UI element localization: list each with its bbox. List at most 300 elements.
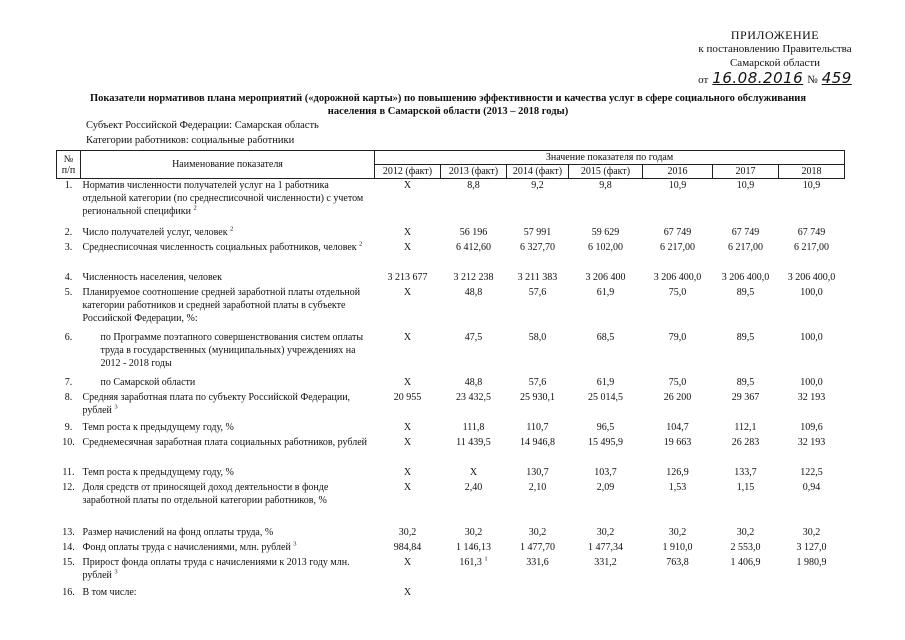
table-row bbox=[57, 179, 845, 226]
row-name: Размер начислений на фонд оплаты труда, % bbox=[82, 526, 274, 538]
cell-value: X bbox=[403, 436, 412, 448]
value-cell bbox=[441, 391, 507, 421]
row-name-cell bbox=[81, 241, 375, 271]
cell-value: 3 206 400,0 bbox=[787, 271, 836, 283]
footnote-mark: 3 bbox=[114, 568, 118, 576]
cell-value: 30,2 bbox=[398, 526, 417, 538]
cell-value: 10,9 bbox=[668, 180, 687, 191]
appendix-block bbox=[660, 28, 890, 87]
cell-value: 32 193 bbox=[797, 436, 826, 448]
cell-value: 1 477,34 bbox=[588, 541, 623, 553]
value-cell bbox=[441, 526, 507, 541]
value-cell bbox=[713, 436, 779, 466]
row-number: 6. bbox=[64, 331, 73, 343]
value-cell bbox=[569, 271, 643, 286]
value-cell bbox=[507, 376, 569, 391]
value-cell bbox=[375, 466, 441, 481]
appendix-date: 16.08.2016 bbox=[712, 69, 804, 87]
cell-value: 100,0 bbox=[800, 286, 823, 298]
title-line-1: Показатели нормативов плана мероприятий («дорожной карты») по повышению эффективности и качества услуг в сфере социального обслуживания bbox=[89, 93, 807, 104]
year-header: 2015 (факт) bbox=[569, 165, 643, 179]
row-name: Темп роста к предыдущему году, % bbox=[82, 466, 234, 478]
table-row bbox=[57, 526, 845, 541]
value-cell bbox=[779, 271, 845, 286]
row-name-cell bbox=[81, 526, 375, 541]
cell-value: 3 206 400 bbox=[585, 271, 626, 283]
cell-value: 30,2 bbox=[668, 526, 687, 538]
category-line: Категории работников: социальные работники bbox=[86, 135, 295, 146]
value-cell bbox=[375, 179, 441, 226]
cell-value: 30,2 bbox=[596, 526, 615, 538]
value-cell bbox=[643, 526, 713, 541]
value-cell bbox=[441, 226, 507, 241]
cell-value: 30,2 bbox=[464, 526, 483, 538]
row-number: 3. bbox=[64, 241, 73, 253]
value-cell bbox=[779, 466, 845, 481]
value-cell bbox=[713, 331, 779, 376]
cell-value: 67 749 bbox=[797, 226, 826, 238]
cell-value: 89,5 bbox=[736, 331, 755, 343]
cell-value: 6 327,70 bbox=[520, 241, 555, 253]
cell-value: 57 991 bbox=[523, 226, 552, 238]
value-cell bbox=[643, 331, 713, 376]
cell-value: 122,5 bbox=[800, 466, 823, 478]
cell-value: 67 749 bbox=[663, 226, 692, 238]
table-row bbox=[57, 466, 845, 481]
value-cell bbox=[375, 541, 441, 556]
value-cell bbox=[569, 331, 643, 376]
row-name-cell bbox=[81, 376, 375, 391]
cell-value: 0,94 bbox=[802, 481, 821, 493]
value-cell bbox=[507, 436, 569, 466]
cell-value: 30,2 bbox=[802, 526, 821, 538]
row-name-cell bbox=[81, 421, 375, 436]
value-cell bbox=[713, 241, 779, 271]
cell-value: 89,5 bbox=[736, 286, 755, 298]
cell-value: 2,09 bbox=[596, 481, 615, 493]
cell-value: 133,7 bbox=[734, 466, 757, 478]
table-row bbox=[57, 586, 845, 601]
cell-value: X bbox=[403, 286, 412, 298]
value-cell bbox=[441, 271, 507, 286]
cell-value: 6 412,60 bbox=[456, 241, 491, 253]
row-name: Фонд оплаты труда с начислениями, млн. рублей bbox=[82, 541, 291, 553]
row-name: Темп роста к предыдущему году, % bbox=[82, 421, 234, 433]
value-cell bbox=[779, 241, 845, 271]
value-cell bbox=[713, 466, 779, 481]
cell-value: 30,2 bbox=[736, 526, 755, 538]
row-name-cell bbox=[81, 586, 375, 601]
value-cell bbox=[779, 556, 845, 586]
value-cell bbox=[643, 286, 713, 331]
subject-line: Субъект Российской Федерации: Самарская область bbox=[86, 120, 319, 131]
value-cell bbox=[375, 331, 441, 376]
row-name-cell bbox=[81, 286, 375, 331]
row-name: Планируемое соотношение средней заработной платы отдельной категории работников и средней заработной платы в субъекте Российской Федерации, %: bbox=[82, 286, 361, 324]
cell-value: 111,8 bbox=[462, 421, 485, 433]
cell-value: 61,9 bbox=[596, 376, 615, 388]
value-cell bbox=[643, 586, 713, 601]
cell-value: 47,5 bbox=[464, 331, 483, 343]
row-name: Численность населения, человек bbox=[82, 271, 222, 283]
row-name-cell bbox=[81, 481, 375, 526]
table-row bbox=[57, 271, 845, 286]
cell-value: 15 495,9 bbox=[588, 436, 623, 448]
year-header: 2014 (факт) bbox=[507, 165, 569, 179]
value-cell bbox=[507, 421, 569, 436]
row-name-cell bbox=[81, 556, 375, 586]
row-number: 16. bbox=[62, 586, 75, 598]
cell-value: X bbox=[403, 556, 412, 568]
appendix-number: 459 bbox=[821, 69, 852, 87]
value-cell bbox=[569, 226, 643, 241]
header-num: № bbox=[63, 153, 74, 165]
value-cell bbox=[643, 466, 713, 481]
cell-value: 6 102,00 bbox=[588, 241, 623, 253]
cell-value: 3 127,0 bbox=[796, 541, 827, 553]
year-header: 2016 bbox=[643, 165, 713, 179]
cell-value: 48,8 bbox=[464, 376, 483, 388]
value-cell bbox=[779, 436, 845, 466]
value-cell bbox=[643, 271, 713, 286]
cell-value: 8,8 bbox=[467, 180, 480, 191]
value-cell bbox=[441, 481, 507, 526]
footnote-mark: 3 bbox=[114, 403, 118, 411]
footnote-mark: 2 bbox=[230, 225, 234, 233]
value-cell bbox=[441, 541, 507, 556]
cell-value: 2,40 bbox=[464, 481, 483, 493]
table-row bbox=[57, 541, 845, 556]
cell-value: 331,2 bbox=[594, 556, 617, 568]
cell-value: 3 212 238 bbox=[453, 271, 494, 283]
cell-value: 3 213 677 bbox=[387, 271, 428, 283]
cell-value: 984,84 bbox=[393, 541, 422, 553]
row-number: 5. bbox=[64, 286, 73, 298]
cell-value: 126,9 bbox=[666, 466, 689, 478]
cell-value: 58,0 bbox=[528, 331, 547, 343]
value-cell bbox=[569, 421, 643, 436]
value-cell bbox=[375, 436, 441, 466]
cell-value: 79,0 bbox=[668, 331, 687, 343]
cell-value: 9,8 bbox=[599, 180, 612, 191]
cell-value: 10,9 bbox=[736, 180, 755, 191]
value-cell bbox=[779, 376, 845, 391]
table-row bbox=[57, 436, 845, 466]
value-cell bbox=[643, 376, 713, 391]
row-number: 10. bbox=[62, 436, 75, 448]
year-header: 2013 (факт) bbox=[441, 165, 507, 179]
value-cell bbox=[441, 241, 507, 271]
header-pp: п/п bbox=[61, 164, 76, 176]
value-cell bbox=[441, 421, 507, 436]
cell-value: 112,1 bbox=[734, 421, 757, 433]
cell-value: X bbox=[403, 481, 412, 493]
cell-value: X bbox=[403, 376, 412, 388]
value-cell bbox=[713, 391, 779, 421]
value-cell bbox=[569, 179, 643, 226]
row-name-cell bbox=[81, 391, 375, 421]
cell-value: 57,6 bbox=[528, 286, 547, 298]
row-number: 1. bbox=[64, 180, 73, 191]
value-cell bbox=[507, 526, 569, 541]
row-number: 2. bbox=[64, 226, 73, 238]
value-cell bbox=[713, 226, 779, 241]
cell-value: 48,8 bbox=[464, 286, 483, 298]
value-cell bbox=[507, 331, 569, 376]
cell-value: 9,2 bbox=[531, 180, 544, 191]
value-cell bbox=[507, 391, 569, 421]
cell-value: 89,5 bbox=[736, 376, 755, 388]
value-cell bbox=[643, 391, 713, 421]
row-name: Среднемесячная заработная плата социальных работников, рублей bbox=[82, 436, 368, 448]
value-cell bbox=[569, 376, 643, 391]
cell-value: 61,9 bbox=[596, 286, 615, 298]
cell-value: 331,6 bbox=[526, 556, 549, 568]
cell-value: 6 217,00 bbox=[660, 241, 695, 253]
value-cell bbox=[569, 526, 643, 541]
header-values: Значение показателя по годам bbox=[375, 151, 845, 165]
cell-value: 57,6 bbox=[528, 376, 547, 388]
cell-value: 1 146,13 bbox=[456, 541, 491, 553]
value-cell bbox=[779, 226, 845, 241]
value-cell bbox=[569, 241, 643, 271]
value-cell bbox=[375, 526, 441, 541]
appendix-line-1: к постановлению Правительства bbox=[698, 43, 852, 55]
cell-value: 103,7 bbox=[594, 466, 617, 478]
cell-value: 1 980,9 bbox=[796, 556, 827, 568]
cell-value: 1,15 bbox=[736, 481, 755, 493]
row-name-cell bbox=[81, 179, 375, 226]
indicators-table bbox=[56, 150, 845, 601]
row-number: 4. bbox=[64, 271, 73, 283]
cell-value: 75,0 bbox=[668, 286, 687, 298]
cell-value: 68,5 bbox=[596, 331, 615, 343]
value-cell bbox=[779, 586, 845, 601]
value-cell bbox=[569, 586, 643, 601]
row-number: 7. bbox=[64, 376, 73, 388]
row-number: 12. bbox=[62, 481, 75, 493]
table-row bbox=[57, 421, 845, 436]
row-number: 14. bbox=[62, 541, 75, 553]
value-cell bbox=[375, 481, 441, 526]
value-cell bbox=[643, 481, 713, 526]
value-cell bbox=[713, 271, 779, 286]
cell-value: 67 749 bbox=[731, 226, 760, 238]
cell-value: X bbox=[403, 421, 412, 433]
row-number: 11. bbox=[62, 466, 75, 478]
cell-value: X bbox=[403, 180, 412, 191]
value-cell bbox=[507, 466, 569, 481]
value-cell bbox=[375, 286, 441, 331]
value-cell bbox=[507, 286, 569, 331]
cell-value: 19 663 bbox=[663, 436, 692, 448]
cell-value: 26 283 bbox=[731, 436, 760, 448]
value-cell bbox=[713, 179, 779, 226]
value-cell bbox=[441, 586, 507, 601]
value-cell bbox=[375, 556, 441, 586]
value-cell bbox=[569, 466, 643, 481]
cell-value: 3 206 400,0 bbox=[721, 271, 770, 283]
value-cell bbox=[779, 481, 845, 526]
cell-value: 25 014,5 bbox=[588, 391, 623, 403]
row-name: по Самарской области bbox=[100, 376, 196, 388]
value-cell bbox=[507, 481, 569, 526]
cell-value: 1 910,0 bbox=[662, 541, 693, 553]
row-name-cell bbox=[81, 271, 375, 286]
cell-value: 14 946,8 bbox=[520, 436, 555, 448]
row-number: 8. bbox=[64, 391, 73, 403]
value-cell bbox=[507, 556, 569, 586]
row-number: 9. bbox=[64, 421, 73, 433]
table-row bbox=[57, 481, 845, 526]
value-cell bbox=[713, 586, 779, 601]
year-header: 2017 bbox=[713, 165, 779, 179]
row-name: Число получателей услуг, человек bbox=[82, 226, 228, 238]
value-cell bbox=[569, 556, 643, 586]
header-name: Наименование показателя bbox=[81, 151, 375, 179]
row-name: Норматив численности получателей услуг на 1 работника отдельной категории (по среднесписочной численности) с учетом региональной специфики bbox=[82, 180, 364, 217]
table-row bbox=[57, 226, 845, 241]
cell-value: 109,6 bbox=[800, 421, 823, 433]
value-cell bbox=[643, 421, 713, 436]
cell-value: X bbox=[403, 331, 412, 343]
value-cell bbox=[441, 331, 507, 376]
cell-value: 29 367 bbox=[731, 391, 760, 403]
row-name-cell bbox=[81, 331, 375, 376]
value-cell bbox=[375, 391, 441, 421]
title-line-2: населения в Самарской области (2013 – 2018 годы) bbox=[327, 106, 569, 117]
cell-value: 59 629 bbox=[591, 226, 620, 238]
cell-value: X bbox=[403, 586, 412, 598]
appendix-no: № bbox=[807, 74, 818, 86]
cell-value: 96,5 bbox=[596, 421, 615, 433]
cell-value: 1 477,70 bbox=[520, 541, 555, 553]
cell-value: 104,7 bbox=[666, 421, 689, 433]
value-cell bbox=[643, 179, 713, 226]
value-cell bbox=[779, 391, 845, 421]
value-cell bbox=[507, 271, 569, 286]
table-row bbox=[57, 241, 845, 271]
document-title bbox=[18, 92, 878, 118]
footnote-mark: 3 bbox=[293, 540, 297, 548]
value-cell bbox=[713, 421, 779, 436]
value-cell bbox=[643, 226, 713, 241]
cell-value: 100,0 bbox=[800, 331, 823, 343]
value-cell bbox=[643, 541, 713, 556]
cell-value: 23 432,5 bbox=[456, 391, 491, 403]
cell-value: 56 196 bbox=[459, 226, 488, 238]
value-cell bbox=[779, 526, 845, 541]
row-name-cell bbox=[81, 466, 375, 481]
cell-value: 75,0 bbox=[668, 376, 687, 388]
cell-value: 130,7 bbox=[526, 466, 549, 478]
value-cell bbox=[441, 436, 507, 466]
value-cell bbox=[713, 556, 779, 586]
year-header: 2012 (факт) bbox=[375, 165, 441, 179]
cell-value: 110,7 bbox=[526, 421, 549, 433]
value-cell bbox=[713, 286, 779, 331]
cell-value: 161,3 bbox=[459, 556, 482, 568]
value-cell bbox=[441, 556, 507, 586]
cell-value: 1 406,9 bbox=[730, 556, 761, 568]
appendix-from: от bbox=[698, 74, 709, 86]
cell-value: 2 553,0 bbox=[730, 541, 761, 553]
row-name-cell bbox=[81, 436, 375, 466]
value-cell bbox=[375, 376, 441, 391]
table-row bbox=[57, 391, 845, 421]
value-cell bbox=[779, 331, 845, 376]
value-cell bbox=[569, 481, 643, 526]
value-cell bbox=[779, 541, 845, 556]
value-cell bbox=[569, 436, 643, 466]
value-cell bbox=[713, 481, 779, 526]
value-cell bbox=[779, 421, 845, 436]
cell-value: 100,0 bbox=[800, 376, 823, 388]
footnote-mark: 2 bbox=[193, 204, 197, 212]
cell-value: 6 217,00 bbox=[728, 241, 763, 253]
value-cell bbox=[441, 376, 507, 391]
appendix-title: ПРИЛОЖЕНИЕ bbox=[730, 28, 820, 42]
cell-value: X bbox=[403, 241, 412, 253]
cell-value: 6 217,00 bbox=[794, 241, 830, 253]
value-cell bbox=[375, 586, 441, 601]
row-number: 15. bbox=[62, 556, 75, 568]
appendix-line-2: Самарской области bbox=[729, 57, 821, 69]
cell-value: 3 206 400,0 bbox=[653, 271, 702, 283]
value-cell bbox=[779, 179, 845, 226]
row-name: Среднесписочная численность социальных работников, человек bbox=[82, 241, 357, 253]
value-cell bbox=[569, 541, 643, 556]
value-cell bbox=[643, 556, 713, 586]
cell-value: 20 955 bbox=[393, 391, 422, 403]
row-name: Доля средств от приносящей доход деятельности в фонде заработной платы по отдельной категории работников, % bbox=[82, 481, 329, 506]
value-cell bbox=[569, 286, 643, 331]
cell-value: X bbox=[403, 466, 412, 478]
footnote-mark: 2 bbox=[359, 240, 363, 248]
value-cell bbox=[713, 376, 779, 391]
row-name-cell bbox=[81, 226, 375, 241]
footnote-mark: 1 bbox=[484, 555, 488, 563]
row-number: 13. bbox=[62, 526, 75, 538]
table-row bbox=[57, 376, 845, 391]
value-cell bbox=[441, 286, 507, 331]
value-cell bbox=[375, 271, 441, 286]
table-row bbox=[57, 556, 845, 586]
row-name: Средняя заработная плата по субъекту Российской Федерации, рублей bbox=[82, 391, 351, 416]
cell-value: 30,2 bbox=[528, 526, 547, 538]
row-name-cell bbox=[81, 541, 375, 556]
cell-value: 1,53 bbox=[668, 481, 687, 493]
value-cell bbox=[441, 179, 507, 226]
value-cell bbox=[507, 179, 569, 226]
cell-value: 2,10 bbox=[528, 481, 547, 493]
appendix-signature-line bbox=[660, 71, 890, 87]
cell-value: X bbox=[469, 466, 478, 478]
value-cell bbox=[713, 526, 779, 541]
header-number bbox=[57, 151, 81, 179]
row-name: по Программе поэтапного совершенствования систем оплаты труда в государственных (муниципальных) учреждениях на 2012 - 2018 годы bbox=[100, 331, 364, 369]
row-name: Прирост фонда оплаты труда с начислениями к 2013 году млн. рублей bbox=[82, 556, 350, 581]
row-name: В том числе: bbox=[82, 586, 137, 598]
cell-value: 26 200 bbox=[663, 391, 692, 403]
cell-value: 11 439,5 bbox=[456, 436, 491, 448]
cell-value: 3 211 383 bbox=[517, 271, 558, 283]
cell-value: 763,8 bbox=[666, 556, 689, 568]
table-body bbox=[57, 179, 845, 601]
value-cell bbox=[643, 241, 713, 271]
value-cell bbox=[375, 421, 441, 436]
table-row bbox=[57, 331, 845, 376]
